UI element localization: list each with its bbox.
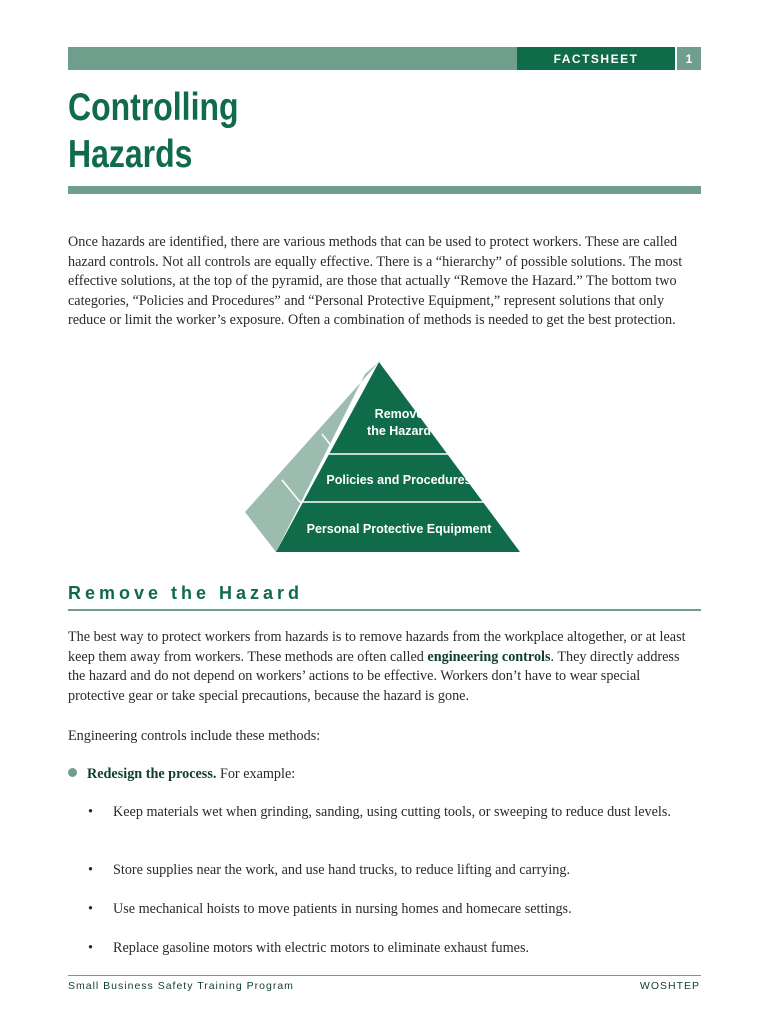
sub-bullet-item — [88, 861, 688, 881]
pyramid-top-label-line1: Remove — [374, 407, 424, 421]
intro-paragraph: Once hazards are identified, there are various methods that can be used to protect workers. These are called hazard controls. Not all controls are equally effective. There is a “hierarchy” of possible solutions. The most effective solutions, at the top of the pyramid, are those that actually “Remove the Hazard.” The bottom two categories, “Policies and Procedures” and “Personal Protective Equipment,” represent solutions that only reduce or limit the worker’s exposure. Often a combination of methods is needed to get the best protection. — [68, 234, 683, 328]
main-bullet-item — [68, 765, 295, 785]
main-bullet-text: For example: — [216, 766, 296, 782]
section-divider — [68, 609, 701, 611]
section-heading: Remove the Hazard — [68, 583, 304, 603]
sub-bullet-item — [88, 803, 688, 823]
engineering-controls-term: engineering controls — [427, 648, 551, 665]
hierarchy-pyramid-diagram — [240, 362, 525, 557]
sub-bullet-marker: • — [88, 901, 93, 917]
bullet-dot-icon — [68, 768, 77, 777]
sub-bullet-text: Replace gasoline motors with electric motors to eliminate exhaust fumes. — [113, 940, 530, 956]
main-bullet-title: Redesign the process. — [87, 766, 217, 782]
sub-bullet-item — [88, 939, 688, 959]
sub-bullet-item — [88, 900, 688, 920]
title-line-2: Hazards — [68, 133, 193, 176]
footer-organization: WOSHTEP — [639, 980, 700, 992]
sub-bullet-marker: • — [88, 804, 93, 820]
header-bar — [68, 47, 701, 70]
footer-divider — [68, 975, 701, 976]
sub-bullet-marker: • — [88, 940, 93, 956]
pyramid-top-label-line2: the Hazard — [367, 424, 431, 438]
factsheet-label: FACTSHEET — [517, 47, 675, 70]
sub-bullet-text: Use mechanical hoists to move patients in nursing homes and homecare settings. — [113, 901, 572, 917]
sub-bullet-text: Store supplies near the work, and use hand trucks, to reduce lifting and carrying. — [113, 862, 571, 878]
section-p1-end: . They directly address the hazard and do not depend on workers’ actions to be effective. Workers don’t have to wear special protective gear or take special precautions, because the hazard is gone. — [68, 648, 680, 704]
page-title — [68, 84, 239, 178]
section-paragraph-1 — [68, 628, 698, 706]
title-divider — [68, 186, 701, 194]
title-line-1: Controlling — [68, 86, 239, 129]
footer-program-name: Small Business Safety Training Program — [68, 980, 294, 992]
section-p1-start: The best way to protect workers from hazards is to remove hazards from the workplace altogether, or at least keep them away from workers. These methods are often called — [68, 629, 686, 665]
sub-bullet-text: Keep materials wet when grinding, sanding, using cutting tools, or sweeping to reduce dust levels. — [113, 804, 671, 820]
pyramid-middle-label: Policies and Procedures — [326, 473, 472, 487]
section-paragraph-2: Engineering controls include these methods: — [68, 728, 321, 744]
sub-bullet-marker: • — [88, 862, 93, 878]
pyramid-bottom-label: Personal Protective Equipment — [306, 522, 492, 536]
page-number: 1 — [675, 47, 701, 70]
